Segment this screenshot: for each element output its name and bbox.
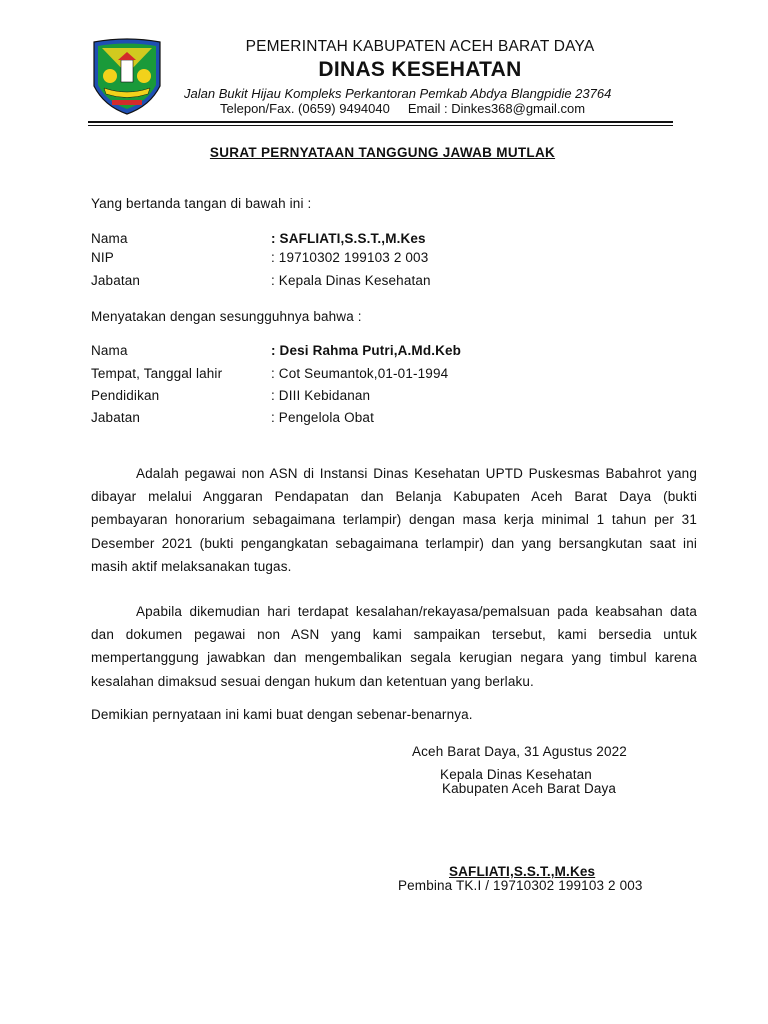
signer-position-line1: Kepala Dinas Kesehatan [440, 767, 592, 782]
document-title: SURAT PERNYATAAN TANGGUNG JAWAB MUTLAK [209, 145, 556, 160]
intro-text: Yang bertanda tangan di bawah ini : [91, 196, 312, 211]
government-name: PEMERINTAH KABUPATEN ACEH BARAT DAYA [245, 38, 595, 55]
employee-birth-label: Tempat, Tanggal lahir [91, 366, 223, 381]
paragraph-employment [91, 462, 697, 578]
employee-education-value: : DIII Kebidanan [271, 388, 371, 403]
paragraph-liability-text: Apabila dikemudian hari terdapat kesalahan/rekayasa/pemalsuan pada keabsahan data dan dokumen pegawai non ASN yang kami sampaikan tersebut, kami bersedia untuk mempertanggung jawabkan dan mengembalikan segala kerugian negara yang timbul karena kesalahan dimaksud sesuai dengan hukum dan ketentuan yang berlaku. [91, 604, 697, 689]
statement-intro: Menyatakan dengan sesungguhnya bahwa : [91, 309, 362, 324]
signer-position-label: Jabatan [91, 273, 141, 288]
signer-nip-label: NIP [91, 250, 114, 265]
letterhead-rule-thin [88, 125, 673, 126]
employee-name-label: Nama [91, 343, 128, 358]
letterhead-rule-thick [88, 121, 673, 123]
signer-nip-value: : 19710302 199103 2 003 [271, 250, 429, 265]
agency-name: DINAS KESEHATAN [318, 58, 522, 81]
place-date: Aceh Barat Daya, 31 Agustus 2022 [412, 744, 627, 759]
signer-name: SAFLIATI,S.S.T.,M.Kes [449, 864, 596, 879]
signer-name-value: : SAFLIATI,S.S.T.,M.Kes [271, 231, 426, 246]
employee-birth-value: : Cot Seumantok,01-01-1994 [271, 366, 449, 381]
signer-rank-nip: Pembina TK.I / 19710302 199103 2 003 [398, 878, 643, 893]
agency-address: Jalan Bukit Hijau Kompleks Perkantoran Pemkab Abdya Blangpidie 23764 [184, 86, 612, 101]
regency-emblem-logo [90, 38, 164, 116]
employee-position-label: Jabatan [91, 410, 141, 425]
paragraph-employment-text: Adalah pegawai non ASN di Instansi Dinas Kesehatan UPTD Puskesmas Babahrot yang dibayar melalui Anggaran Pendapatan dan Belanja Kabupaten Aceh Barat Daya (bukti pembayaran honorarium sebagaimana terlampir) dengan masa kerja minimal 1 tahun per 31 Desember 2021 (bukti pengangkatan sebagaimana terlampir) dan yang bersangkutan saat ini masih aktif melaksanakan tugas. [91, 466, 697, 574]
employee-name-value: : Desi Rahma Putri,A.Md.Keb [271, 343, 462, 358]
employee-education-label: Pendidikan [91, 388, 160, 403]
paragraph-liability [91, 600, 697, 693]
signer-position-value: : Kepala Dinas Kesehatan [271, 273, 431, 288]
closing-text: Demikian pernyataan ini kami buat dengan sebenar-benarnya. [91, 707, 473, 722]
phone-fax: Telepon/Fax. (0659) 9494040 [220, 101, 390, 116]
employee-position-value: : Pengelola Obat [271, 410, 374, 425]
agency-contact [220, 101, 585, 116]
email: Email : Dinkes368@gmail.com [407, 101, 586, 116]
signer-position-line2: Kabupaten Aceh Barat Daya [441, 781, 617, 796]
signer-name-label: Nama [91, 231, 128, 246]
